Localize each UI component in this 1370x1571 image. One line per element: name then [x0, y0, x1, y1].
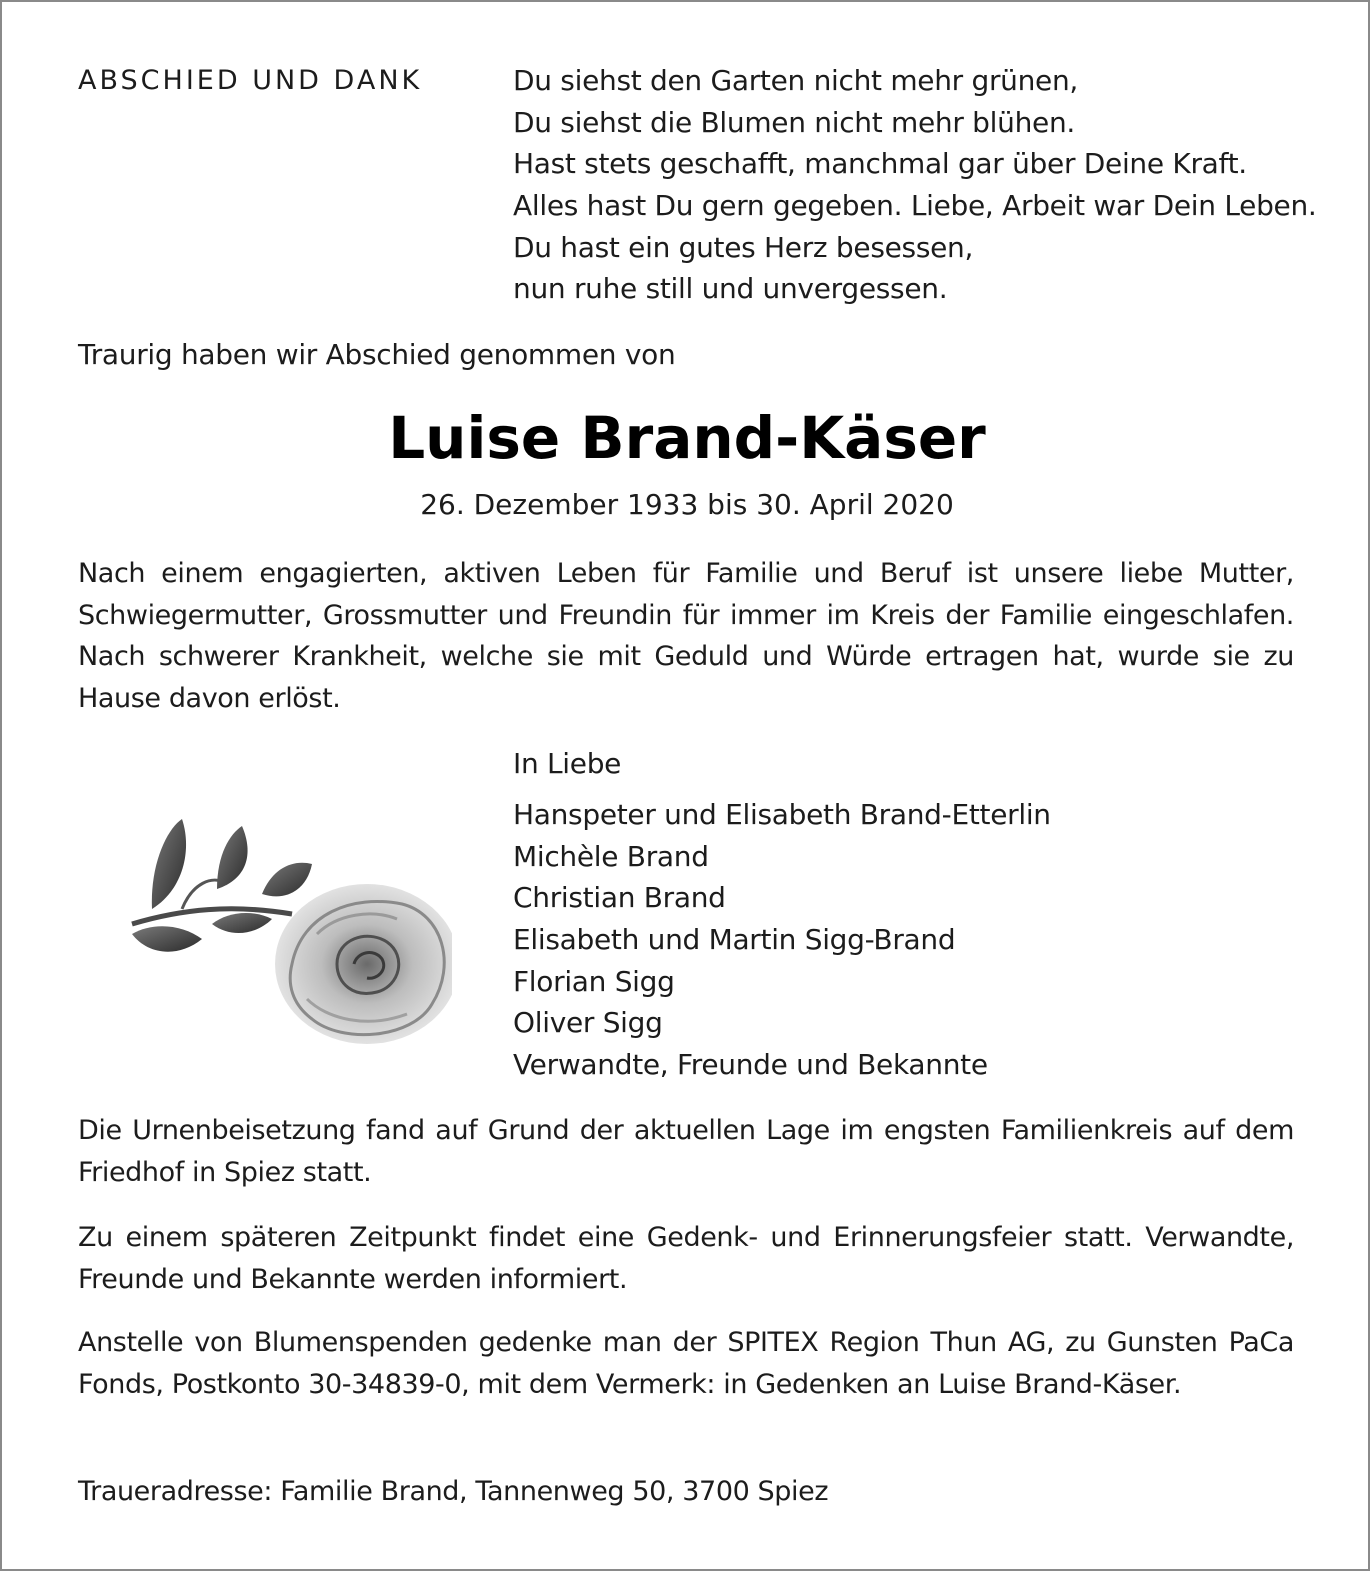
- mourner-name: Michèle Brand: [513, 839, 709, 873]
- life-paragraph: Nach einem engagierten, aktiven Leben für Familie und Beruf ist unsere liebe Mutter, Schwiegermutter, Grossmutter und Freundin für immer im Kreis der Familie eingeschlafen. Nach schwerer Krankheit, welche sie mit Geduld und Würde ertragen hat, wurde sie zu Hause davon erlöst.: [78, 558, 1294, 715]
- poem-line: Hast stets geschafft, manchmal gar über Deine Kraft.: [513, 147, 1247, 181]
- mourner-name: Elisabeth und Martin Sigg-Brand: [513, 923, 956, 957]
- mourning-address: Traueradresse: Familie Brand, Tannenweg 50, 3700 Spiez: [78, 1476, 829, 1507]
- mourner-name: Hanspeter und Elisabeth Brand-Etterlin: [513, 798, 1051, 831]
- section-heading: ABSCHIED UND DANK: [78, 65, 423, 96]
- mourner-name: Florian Sigg: [513, 964, 675, 998]
- poem-line: nun ruhe still und unvergessen.: [513, 272, 948, 306]
- mourner-name: Oliver Sigg: [513, 1006, 663, 1040]
- poem-line: Alles hast Du gern gegeben. Liebe, Arbeit war Dein Leben.: [513, 189, 1317, 223]
- poem-line: Du siehst den Garten nicht mehr grünen,: [513, 64, 1079, 97]
- memorial-paragraph: Zu einem späteren Zeitpunkt findet eine Gedenk- und Erinnerungsfeier statt. Verwandte, Freunde und Bekannte werden informiert.: [78, 1222, 1294, 1295]
- rose-icon: [122, 814, 452, 1054]
- donation-paragraph: Anstelle von Blumenspenden gedenke man der SPITEX Region Thun AG, zu Gunsten PaCa Fonds, Postkonto 30-34839-0, mit dem Vermerk: in Gedenken an Luise Brand-Käser.: [78, 1327, 1294, 1400]
- life-dates: 26. Dezember 1933 bis 30. April 2020: [420, 488, 954, 521]
- intro-text: Traurig haben wir Abschied genommen von: [78, 338, 676, 371]
- deceased-name: Luise Brand-Käser: [388, 404, 986, 472]
- in-liebe-label: In Liebe: [513, 747, 622, 780]
- poem: [513, 60, 1317, 310]
- poem-line: Du siehst die Blumen nicht mehr blühen.: [513, 105, 1075, 139]
- mourner-name: Verwandte, Freunde und Bekannte: [513, 1048, 988, 1082]
- burial-paragraph: Die Urnenbeisetzung fand auf Grund der aktuellen Lage im engsten Familienkreis auf dem Friedhof in Spiez statt.: [78, 1115, 1294, 1188]
- mourner-name: Christian Brand: [513, 881, 726, 915]
- poem-line: Du hast ein gutes Herz besessen,: [513, 230, 974, 264]
- mourners-list: [513, 794, 1051, 1086]
